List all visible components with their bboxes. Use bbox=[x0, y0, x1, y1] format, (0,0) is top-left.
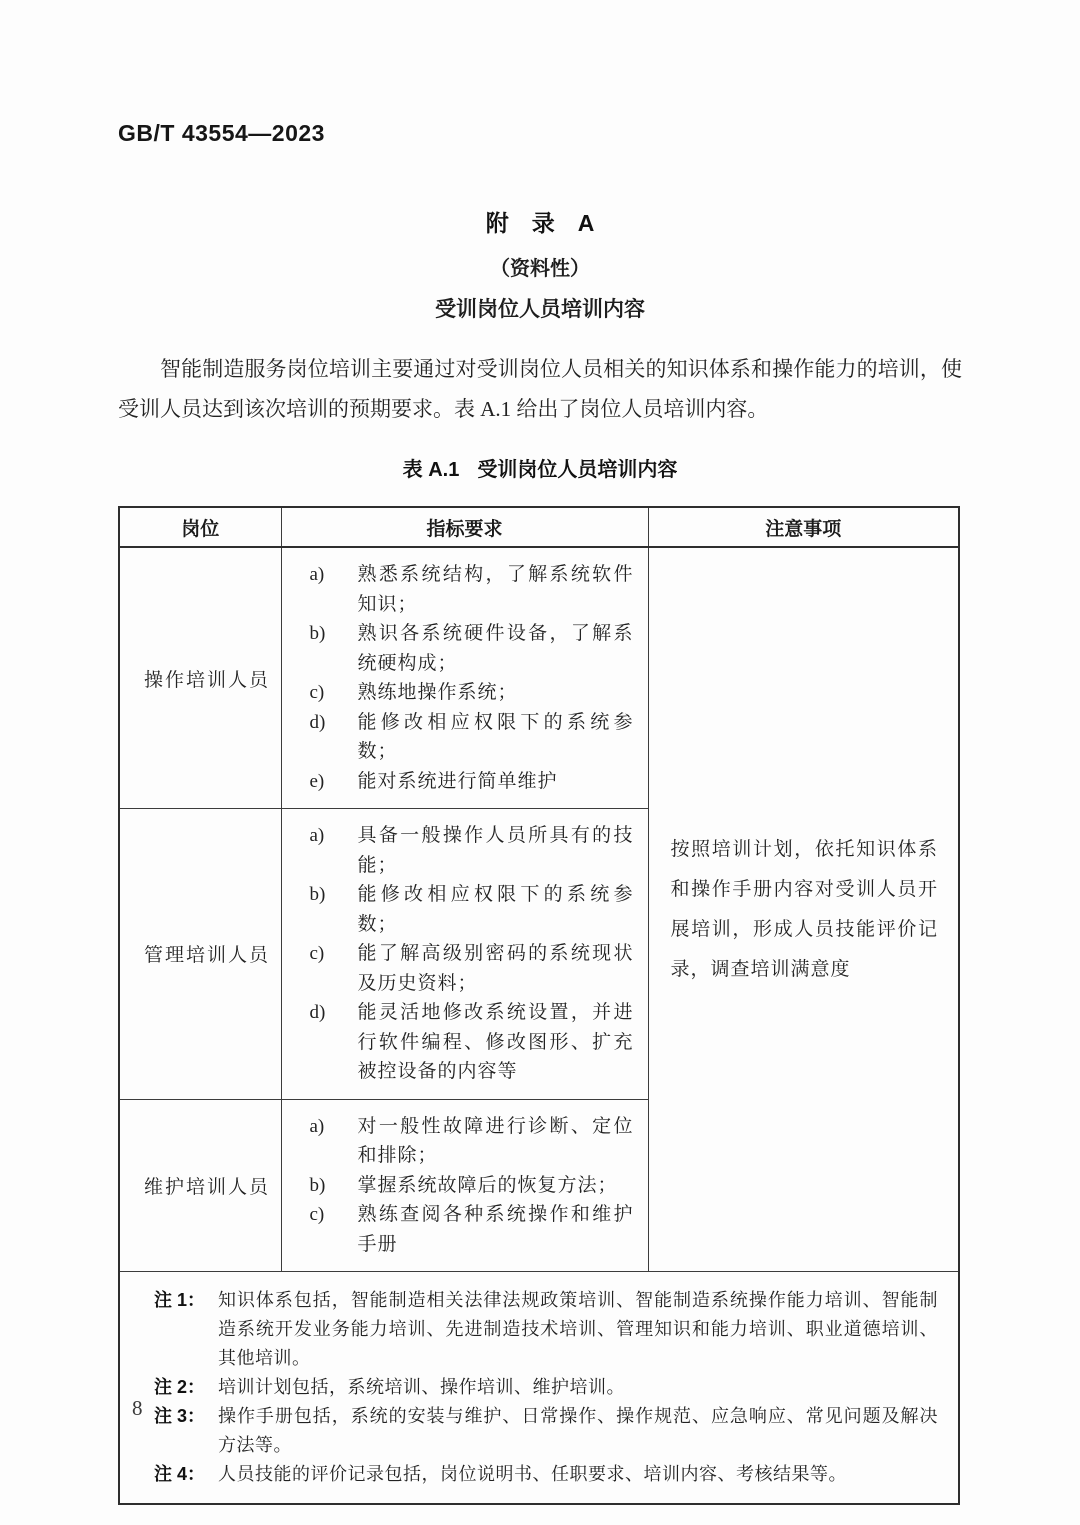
header-requirements: 指标要求 bbox=[281, 507, 648, 547]
position-cell: 管理培训人员 bbox=[119, 809, 281, 1100]
appendix-heading: 受训岗位人员培训内容 bbox=[435, 298, 645, 321]
position-cell: 操作培训人员 bbox=[119, 547, 281, 809]
item-text: 能灵活地修改系统设置，并进行软件编程、修改图形、扩充被控设备的内容等 bbox=[357, 1002, 634, 1082]
note-label: 注 2： bbox=[154, 1377, 206, 1397]
notes-cell bbox=[119, 1272, 959, 1505]
note-label: 注 3： bbox=[154, 1406, 206, 1426]
list-item bbox=[310, 619, 634, 678]
list-item bbox=[310, 998, 634, 1087]
list-item bbox=[310, 1200, 634, 1259]
requirements-cell bbox=[281, 1099, 648, 1272]
list-item bbox=[310, 560, 634, 619]
note-line bbox=[154, 1460, 938, 1489]
item-text: 熟悉系统结构，了解系统软件知识； bbox=[357, 564, 634, 615]
appendix-title-block bbox=[118, 205, 962, 323]
note-text: 培训计划包括，系统培训、操作培训、维护培训。 bbox=[218, 1377, 625, 1397]
item-marker: a) bbox=[309, 825, 325, 846]
item-marker: d) bbox=[309, 1002, 326, 1023]
table-row bbox=[119, 547, 959, 809]
table-caption bbox=[118, 453, 962, 482]
item-text: 熟练地操作系统； bbox=[357, 682, 518, 703]
note-line bbox=[154, 1402, 938, 1460]
list-item bbox=[310, 1171, 634, 1201]
position-cell: 维护培训人员 bbox=[119, 1099, 281, 1272]
note-line bbox=[154, 1286, 938, 1373]
note-text: 人员技能的评价记录包括，岗位说明书、任职要求、培训内容、考核结果等。 bbox=[218, 1464, 847, 1484]
list-item bbox=[310, 708, 634, 767]
table-header-row bbox=[119, 507, 959, 547]
appendix-subtitle: （资料性） bbox=[490, 258, 590, 280]
note-text: 操作手册包括，系统的安装与维护、日常操作、操作规范、应急响应、常见问题及解决方法等。 bbox=[218, 1406, 938, 1455]
item-marker: c) bbox=[309, 1204, 325, 1225]
standard-number: GB/T 43554—2023 bbox=[118, 120, 325, 146]
list-item bbox=[310, 767, 634, 797]
table-caption-text: 受训岗位人员培训内容 bbox=[477, 459, 678, 481]
item-text: 能了解高级别密码的系统现状及历史资料； bbox=[357, 943, 634, 994]
note-text: 知识体系包括，智能制造相关法律法规政策培训、智能制造系统操作能力培训、智能制造系统开发业务能力培训、先进制造技术培训、管理知识和能力培训、职业道德培训、其他培训。 bbox=[218, 1290, 938, 1368]
item-text: 能对系统进行简单维护 bbox=[357, 770, 558, 792]
appendix-title: 附 录 A bbox=[485, 210, 595, 236]
requirements-cell bbox=[281, 809, 648, 1100]
list-item bbox=[310, 880, 634, 939]
page-number: 8 bbox=[132, 1396, 143, 1420]
item-marker: a) bbox=[309, 1115, 325, 1137]
list-item bbox=[310, 678, 634, 708]
list-item bbox=[310, 1112, 634, 1171]
intro-paragraph: 智能制造服务岗位培训主要通过对受训岗位人员相关的知识体系和操作能力的培训，使受训人员达到该次培训的预期要求。表 A.1 给出了岗位人员培训内容。 bbox=[118, 357, 962, 421]
item-marker: c) bbox=[309, 943, 325, 964]
item-text: 熟识各系统硬件设备，了解系统硬构成； bbox=[357, 623, 634, 674]
table-notes-row bbox=[119, 1272, 959, 1505]
note-label: 注 4： bbox=[154, 1464, 206, 1484]
page-content bbox=[118, 0, 962, 1505]
item-text: 熟练查阅各种系统操作和维护手册 bbox=[357, 1204, 634, 1255]
item-marker: b) bbox=[309, 1174, 326, 1196]
item-marker: a) bbox=[309, 564, 325, 585]
item-marker: b) bbox=[309, 884, 326, 905]
item-marker: c) bbox=[309, 682, 325, 703]
item-text: 对一般性故障进行诊断、定位和排除； bbox=[357, 1115, 634, 1166]
note-label: 注 1： bbox=[154, 1290, 206, 1310]
attention-merged-cell: 按照培训计划，依托知识体系和操作手册内容对受训人员开展培训，形成人员技能评价记录，调查培训满意度 bbox=[648, 547, 959, 1272]
item-text: 能修改相应权限下的系统参数； bbox=[357, 711, 634, 762]
training-content-table bbox=[118, 506, 960, 1505]
header-attention: 注意事项 bbox=[648, 507, 959, 547]
item-marker: e) bbox=[309, 770, 325, 792]
list-item bbox=[310, 821, 634, 880]
item-text: 能修改相应权限下的系统参数； bbox=[357, 884, 634, 935]
header-position: 岗位 bbox=[119, 507, 281, 547]
item-marker: b) bbox=[309, 623, 326, 644]
list-item bbox=[310, 939, 634, 998]
note-line bbox=[154, 1373, 938, 1402]
item-marker: d) bbox=[309, 711, 326, 733]
table-caption-label: 表 A.1 bbox=[402, 459, 460, 481]
requirements-cell bbox=[281, 547, 648, 809]
item-text: 掌握系统故障后的恢复方法； bbox=[357, 1174, 618, 1196]
item-text: 具备一般操作人员所具有的技能； bbox=[357, 825, 634, 876]
